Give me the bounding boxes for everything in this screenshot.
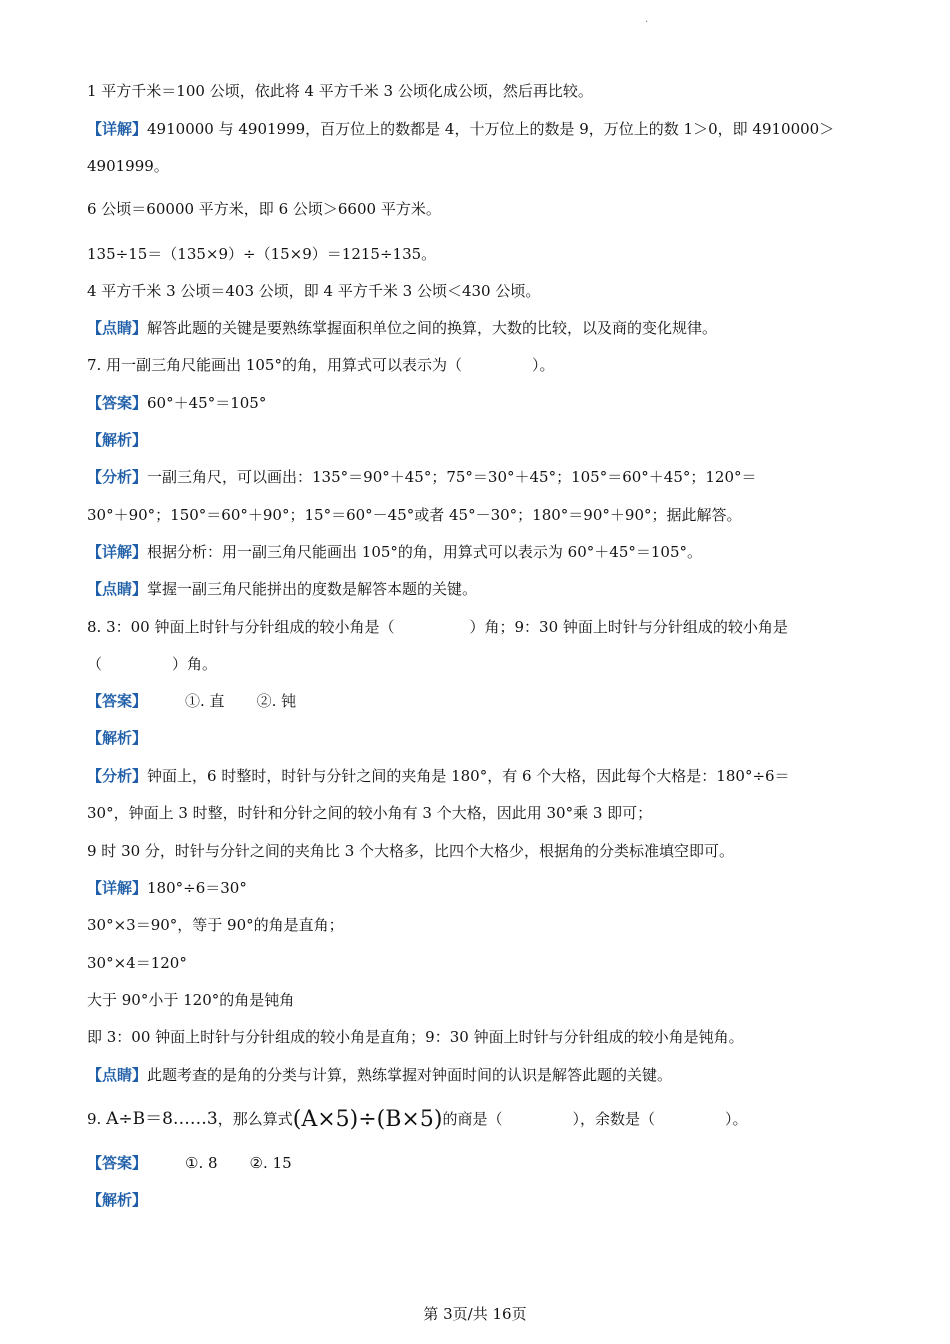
answer-row [87,393,266,413]
question-text: ）。 [531,356,555,374]
question-text: 7. 用一副三角尺能画出 105°的角，用算式可以表示为（ [87,356,462,374]
question-text: ）角。 [172,655,218,673]
analysis-tag: 【解析】 [87,1191,148,1209]
text-span: 一副三角尺，可以画出：135°＝90°＋45°；75°＝30°＋45°；105°＝60°＋45°；120°＝ [147,468,757,486]
text-line: 30°×4＝120° [87,954,187,972]
detail-paragraph [87,878,247,898]
math-expression: A÷B＝8……3 [106,1109,218,1129]
answer-text: ②. 15 [249,1154,292,1172]
text-span: 掌握一副三角尺能拼出的度数是解答本题的关键。 [147,580,478,598]
text-line: 30°＋90°；150°＝60°＋90°；15°＝60°－45°或者 45°－30°；180°＝90°＋90°；据此解答。 [87,506,742,524]
text-span: 解答此题的关键是要熟练掌握面积单位之间的换算，大数的比较，以及商的变化规律。 [147,319,718,337]
question-number: 9. [87,1110,102,1128]
question-text: （ [87,655,103,673]
analysis-paragraph [87,766,790,786]
text-span: 钟面上，6 时整时，时针与分针之间的夹角是 180°，有 6 个大格，因此每个大格是：180°÷6＝ [147,767,790,785]
detail-tag: 【详解】 [87,120,148,138]
page-footer: 第 3页/共 16页 [423,1305,527,1323]
text-line: 30°，钟面上 3 时整，时针和分针之间的较小角有 3 个大格，因此用 30°乘 3 即可； [87,804,653,822]
detail-paragraph [87,119,834,139]
question-text: ）角；9：30 钟面上时针与分针组成的较小角是 [469,618,788,636]
text-line: 大于 90°小于 120°的角是钝角 [87,991,295,1009]
detail-tag: 【详解】 [87,543,148,561]
analysis-tag: 【分析】 [87,767,148,785]
text-span: 此题考查的是角的分类与计算，熟练掌握对钟面时间的认识是解答此题的关键。 [147,1066,673,1084]
tip-tag: 【点睛】 [87,319,148,337]
text-line: 即 3：00 钟面上时针与分针组成的较小角是直角；9：30 钟面上时针与分针组成的较小角是钝角。 [87,1028,744,1046]
question-text: ），余数是（ [572,1110,655,1128]
analysis-tag: 【解析】 [87,431,148,449]
tip-tag: 【点睛】 [87,580,148,598]
answer-text: ②. 钝 [256,692,297,710]
text-span: 根据分析：用一副三角尺能画出 105°的角，用算式可以表示为 60°＋45°＝105°。 [147,543,702,561]
text-line: 9 时 30 分，时针与分针之间的夹角比 3 个大格多，比四个大格少，根据角的分类标准填空即可。 [87,842,735,860]
analysis-tag: 【解析】 [87,729,148,747]
answer-text: ①. 直 [185,692,225,710]
question-text: ）。 [724,1110,748,1128]
question-text: 8. 3：00 钟面上时针与分针组成的较小角是（ [87,618,395,636]
question-7 [87,355,555,375]
tip-paragraph [87,579,477,599]
question-9 [87,1106,748,1133]
question-8 [87,617,788,637]
tip-paragraph [87,318,717,338]
text-line: 135÷15＝（135×9）÷（15×9）＝1215÷135。 [87,245,437,263]
text-span: 180°÷6＝30° [147,879,247,897]
answer-text: ①. 8 [185,1154,218,1172]
answer-text: 60°＋45°＝105° [147,394,267,412]
text-span: 4910000 与 4901999，百万位上的数都是 4，十万位上的数是 9，万位上的数 1＞0，即 4910000＞ [147,120,835,138]
text-line: 30°×3＝90°，等于 90°的角是直角； [87,916,344,934]
math-expression: (A×5)÷(B×5) [292,1107,443,1132]
answer-row [87,1153,292,1173]
text-line: 4901999。 [87,157,169,175]
answer-tag: 【答案】 [87,1154,148,1172]
question-text: ，那么算式 [217,1110,293,1128]
answer-tag: 【答案】 [87,394,148,412]
analysis-tag: 【分析】 [87,468,148,486]
detail-paragraph [87,542,702,562]
analysis-paragraph [87,467,757,487]
tip-tag: 【点睛】 [87,1066,148,1084]
text-line: 6 公顷＝60000 平方米，即 6 公顷＞6600 平方米。 [87,200,441,218]
answer-row [87,691,296,711]
answer-tag: 【答案】 [87,692,148,710]
question-text: 的商是（ [442,1110,503,1128]
text-line: 4 平方千米 3 公顷＝403 公顷，即 4 平方千米 3 公顷＜430 公顷。 [87,282,541,300]
tip-paragraph [87,1065,672,1085]
question-8-cont [87,654,217,674]
text-line: 1 平方千米＝100 公顷，依此将 4 平方千米 3 公顷化成公顷，然后再比较。 [87,82,593,100]
page-dot: . [645,14,649,25]
detail-tag: 【详解】 [87,879,148,897]
